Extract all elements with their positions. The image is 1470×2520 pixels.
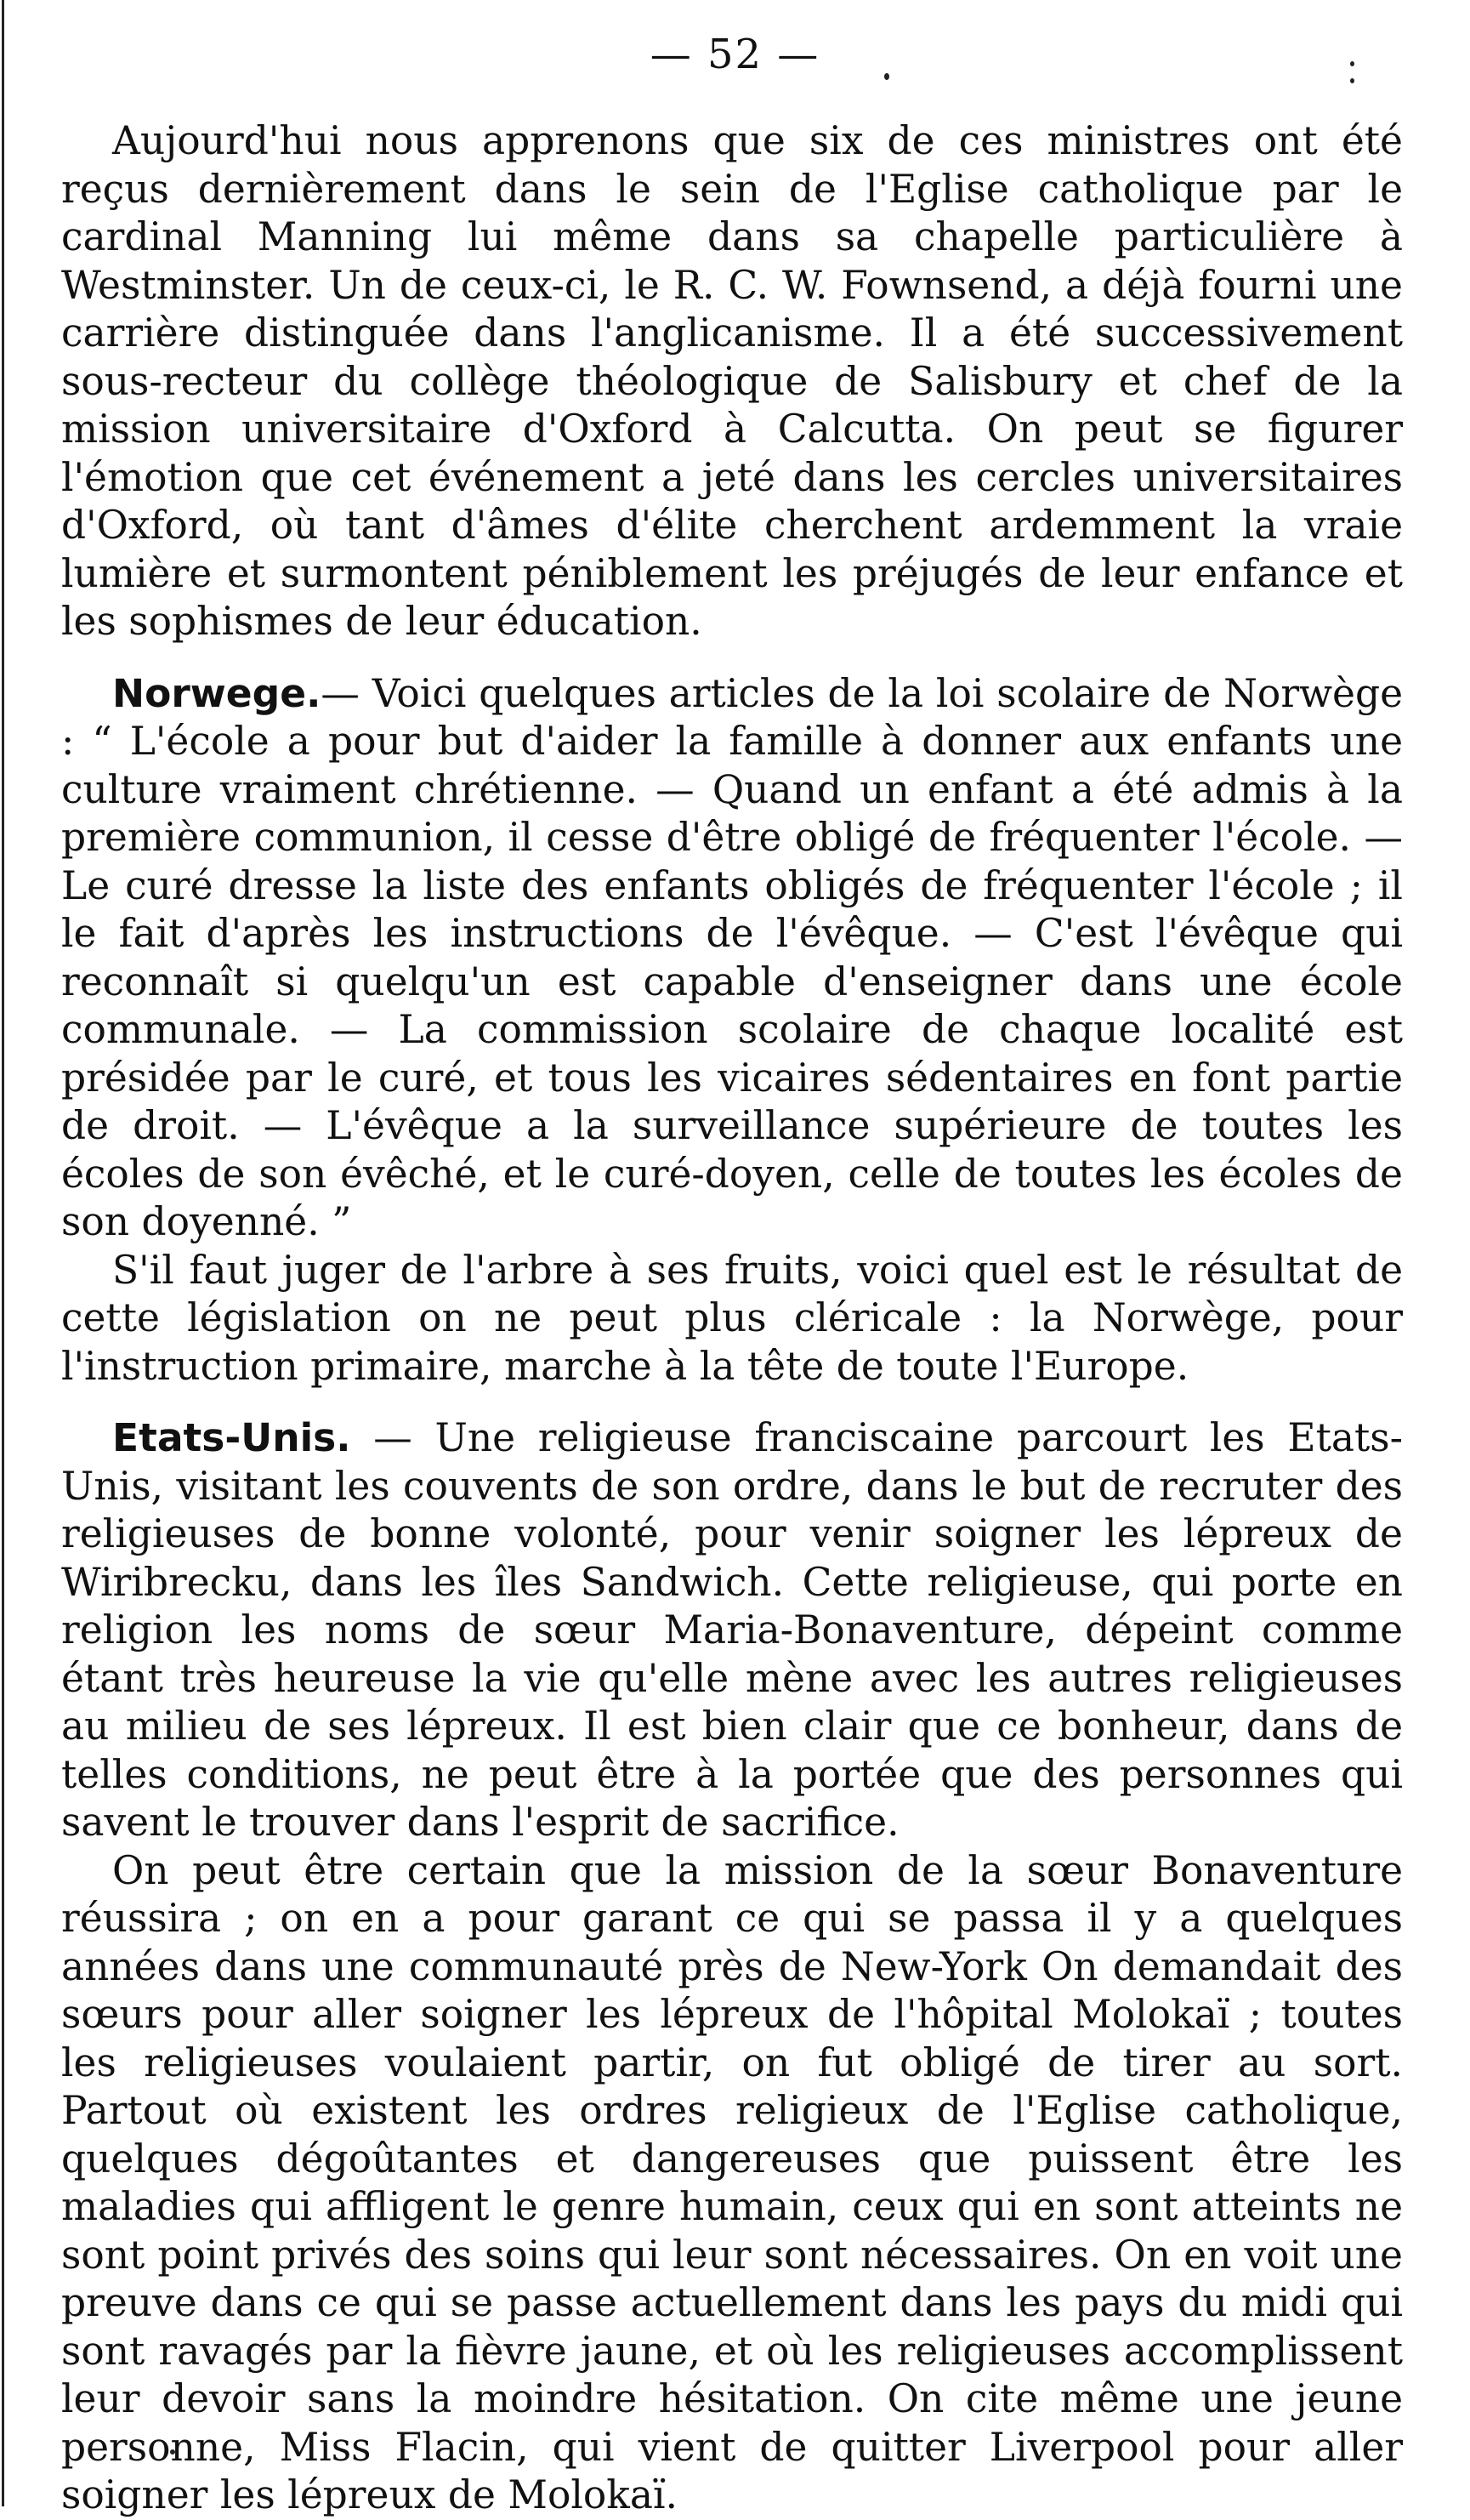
paragraph-norwege-result <box>61 1247 1403 1391</box>
heading-separator: — <box>350 1415 435 1460</box>
paragraph-etats-unis <box>61 1414 1403 1847</box>
paragraph-bonaventure-mission <box>61 1847 1403 2520</box>
paragraph-text: Aujourd'hui nous apprenons que six de ces ministres ont été reçus dernièrement dans le sein de l'Eglise catholique par le cardinal Manning lui même dans sa chapelle particulière à Westminster. Un de ceux-ci, le R. C. W. Fownsend, a déjà fourni une carrière distinguée dans l'anglicanisme. Il a été successivement sous-recteur du collège théologique de Salisbury et chef de la mission universitaire d'Oxford à Calcutta. On peut se figurer l'émotion que cet événement a jeté dans les cercles universitaires d'Oxford, où tant d'âmes d'élite cherchent ardemment la vraie lumière et surmontent péniblement les préjugés de leur enfance et les sophismes de leur éducation. <box>61 118 1403 644</box>
paragraph-text: S'il faut juger de l'arbre à ses fruits, voici quel est le résultat de cette législation on ne peut plus cléricale : la Norwège, pour l'instruction primaire, marche à la tête de toute l'Europe. <box>61 1247 1403 1389</box>
section-heading-etats-unis: Etats-Unis. <box>112 1415 351 1460</box>
page-edge-rule <box>2 0 4 2506</box>
ink-speck <box>1350 61 1354 66</box>
heading-separator: — <box>321 670 372 716</box>
section-heading-norwege: Norwege. <box>112 670 321 716</box>
paragraph-text: Voici quelques articles de la loi scolaire de Norwège : “ L'école a pour but d'aider la famille à donner aux enfants une culture vraiment chrétienne. — Quand un enfant a été admis à la première communion, il cesse d'être obligé de fréquenter l'école. — Le curé dresse la liste des enfants obligés de fréquenter l'école ; il le fait d'après les instructions de l'évêque. — C'est l'évêque qui reconnaît si quelqu'un est capable d'enseigner dans une école communale. — La commission scolaire de chaque localité est présidée par le curé, et tous les vicaires sédentaires en font partie de droit. — L'évêque a la surveillance supérieure de toutes les écoles de son évêché, et le curé-doyen, celle de toutes les écoles de son doyenné. ” <box>61 670 1403 1244</box>
paragraph-anglican-converts <box>61 117 1403 646</box>
paragraph-text: Une religieuse franciscaine parcourt les Etats-Unis, visitant les couvents de son ordre, dans le but de recruter des religieuses de bonne volonté, pour venir soigner les lépreux de Wiribrecku, dans les îles Sandwich. Cette religieuse, qui porte en religion les noms de sœur Maria-Bonaventure, dépeint comme étant très heureuse la vie qu'elle mène avec les autres religieuses au milieu de ses lépreux. Il est bien clair que ce bonheur, dans de telles conditions, ne peut être à la portée que des personnes qui savent le trouver dans l'esprit de sacrifice. <box>61 1415 1403 1845</box>
paragraph-norwege <box>61 670 1403 1247</box>
page-number: — 52 — <box>650 31 820 78</box>
ink-speck <box>884 73 889 80</box>
paragraph-text: On peut être certain que la mission de la sœur Bonaventure réussira ; on en a pour garant ce qui se passa il y a quelques années dans une communauté près de New-York On demandait des sœurs pour aller soigner les lépreux de l'hôpital Molokaï ; toutes les religieuses voulaient partir, on fut obligé de tirer au sort. Partout où existent les ordres religieux de l'Eglise catholique, quelques dégoûtantes et dangereuses que puissent être les maladies qui affligent le genre humain, ceux qui en sont atteints ne sont point privés des soins qui leur sont nécessaires. On en voit une preuve dans ce qui se passe actuellement dans les pays du midi qui sont ravagés par la fièvre jaune, et où les religieuses accomplissent leur devoir sans la moindre hésitation. On cite même une jeune personne, Miss Flacin, qui vient de quitter Liverpool pour aller soigner les lépreux de Molokaï. <box>61 1847 1403 2517</box>
article-body <box>61 117 1403 2520</box>
ink-speck <box>1350 78 1354 83</box>
